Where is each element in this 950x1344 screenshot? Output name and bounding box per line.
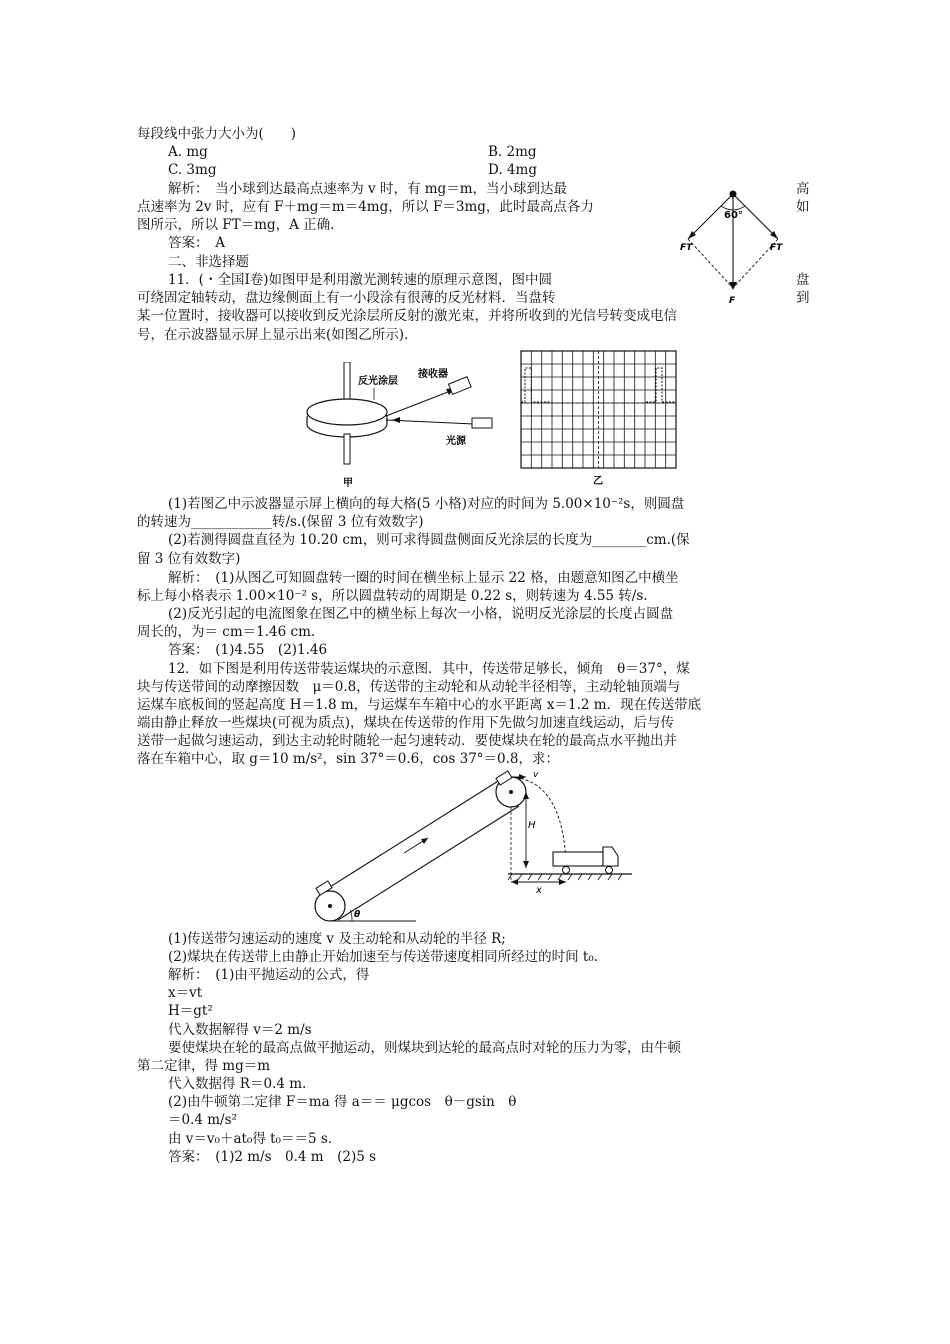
q12-solution-line: ＝0.4 m/s² — [168, 1112, 237, 1128]
q12-stem-line: 运煤车底板间的竖起高度 H＝1.8 m，与运煤车车箱中心的水平距离 x＝1.2 m．现在传送带底 — [137, 697, 702, 713]
q12-solution-line: 由 v＝v₀＋at₀得 t₀＝＝5 s. — [168, 1131, 333, 1147]
f-label: F — [729, 296, 736, 306]
receiver-label: 接收器 — [418, 369, 448, 380]
conveyor-figure — [300, 770, 632, 924]
q11-answer: 答案： (1)4.55 (2)1.46 — [168, 642, 328, 658]
q10-option-b: B. 2mg — [488, 144, 537, 160]
q11-solution-line: (2)反光引起的电流图象在图乙中的横坐标上每次一小格，说明反光涂层的长度占圆盘 — [168, 606, 674, 622]
coal-truck — [553, 847, 618, 874]
source-label: 光源 — [446, 436, 466, 447]
q12-stem-line: 落在车箱中心，取 g＝10 m/s²，sin 37°＝0.6，cos 37°＝0.8，求： — [137, 751, 560, 767]
q12-solution-line: x＝vt — [168, 985, 203, 1001]
q10-solution-line: 解析： 当小球到达最高点速率为 v 时，有 mg＝m，当小球到达最 — [168, 181, 567, 197]
gravity-arrowhead — [729, 282, 737, 290]
q11-solution-line: 周长的，为＝ cm＝1.46 cm. — [137, 624, 316, 640]
distance-arrow-right — [559, 879, 566, 885]
distance-arrow-left — [511, 879, 518, 885]
figure-yi-label: 乙 — [593, 476, 603, 487]
force-diagram — [676, 186, 792, 308]
oscilloscope-figure — [516, 350, 682, 488]
velocity-label: v — [533, 770, 539, 780]
q10-stem: 每段线中张力大小为( ) — [137, 126, 297, 142]
q12-solution-line: 代入数据解得 v＝2 m/s — [168, 1022, 312, 1038]
belt-bottom — [338, 806, 519, 920]
receiver-box — [448, 377, 471, 395]
dashed-left — [688, 239, 733, 288]
q12-part1: (1)传送带匀速运动的速度 v 及主动轮和从动轮的半径 R; — [168, 931, 506, 947]
q10-option-c: C. 3mg — [168, 162, 217, 178]
q11-solution-line: 解析： (1)从图乙可知圆盘转一圈的时间在横坐标上显示 22 格，由题意知图乙中横坐 — [168, 570, 679, 586]
q11-part1-line: 的转速为____________转/s.(保留 3 位有效数字) — [137, 514, 424, 530]
q12-solution-line: 代入数据得 R＝0.4 m. — [168, 1076, 307, 1092]
driven-wheel-axle — [328, 904, 332, 908]
distance-label: x — [536, 885, 542, 896]
q11-part1-line: (1)若图乙中示波器显示屏上横向的每大格(5 小格)对应的时间为 5.00×10⁻²s，则圆盘 — [168, 496, 685, 512]
ft-right-label: FT — [770, 243, 783, 253]
q11-solution-line: 标上每小格表示 1.00×10⁻² s，所以圆盘转动的周期是 0.22 s，则转速为 4.55 转/s. — [137, 588, 648, 604]
q11-stem-line: 可绕固定轴转动，盘边缘侧面上有一小段涂有很薄的反光材料．当盘转 — [137, 290, 556, 306]
belt-top — [322, 778, 503, 892]
q10-solution-line: 高 — [796, 181, 810, 197]
q12-answer: 答案： (1)2 m/s 0.4 m (2)5 s — [168, 1149, 377, 1165]
ft-left-label: FT — [680, 243, 693, 253]
q12-solution-line: 要使煤块在轮的最高点做平抛运动，则煤块到达轮的最高点时对轮的压力为零，由牛顿 — [168, 1040, 681, 1056]
q12-stem-line: 块与传送带间的动摩擦因数 μ＝0.8，传送带的主动轮和从动轮半径相等，主动轮轴顶端与 — [137, 679, 681, 695]
q12-solution-line: 解析： (1)由平抛运动的公式，得 — [168, 967, 370, 983]
coating-label: 反光涂层 — [358, 376, 398, 387]
q11-stem-line: 某一位置时，接收器可以接收到反光涂层所反射的激光束，并将所收到的光信号转变成电信 — [137, 308, 677, 324]
ground-hatching — [508, 874, 622, 880]
q12-stem-line: 送带一起做匀速运动，到达主动轮时随轮一起匀速转动．要使煤块在轮的最高点水平抛出并 — [137, 733, 677, 749]
q11-stem-line: 到 — [796, 290, 810, 306]
q10-solution-line: 点速率为 2v 时，应有 F＋mg＝m＝4mg，所以 F＝3mg，此时最高点各力 — [137, 199, 594, 215]
q12-stem-line: 12．如下图是利用传送带装运煤块的示意图．其中，传送带足够长，倾角 θ＝37°，煤 — [168, 661, 690, 677]
q12-solution-line: 第二定律，得 mg＝m — [137, 1058, 271, 1074]
q12-part2: (2)煤块在传送带上由静止开始加速至与传送带速度相同所经过的时间 t₀. — [168, 949, 599, 965]
q10-answer: 答案： A — [168, 235, 225, 251]
disk-top — [307, 399, 387, 425]
q11-stem-line: 盘 — [796, 272, 810, 288]
incident-beam-head — [392, 417, 400, 423]
axle-lower — [344, 434, 350, 464]
q10-option-d: D. 4mg — [488, 162, 537, 178]
theta-label: θ — [354, 910, 361, 920]
q10-solution-line: 图所示，所以 FT＝mg，A 正确. — [137, 217, 335, 233]
q12-solution-line: (2)由牛顿第二定律 F＝ma 得 a＝＝ μgcos θ－gsin θ — [168, 1094, 517, 1110]
q11-stem-line: 号，在示波器显示屏上显示出来(如图乙所示). — [137, 327, 409, 343]
light-source-box — [472, 418, 492, 428]
q10-solution-line: 如 — [796, 199, 810, 215]
belt-direction-arrowhead — [421, 838, 428, 844]
q10-option-a: A. mg — [168, 144, 208, 160]
q12-stem-line: 端由静止释放一些煤块(可视为质点)，煤块在传送带的作用下先做匀加速直线运动，后与传 — [137, 715, 675, 731]
height-arrow-bottom — [523, 861, 529, 868]
angle-label: 60° — [724, 210, 743, 221]
figure-jia-label: 甲 — [343, 478, 353, 489]
q11-part2-line: 留 3 位有效数字) — [137, 551, 241, 567]
q11-stem-line: 11．(・全国Ⅰ卷)如图甲是利用激光测转速的原理示意图，图中圆 — [168, 272, 553, 288]
q12-solution-line: H＝gt² — [168, 1003, 213, 1019]
laser-disk-figure — [300, 362, 500, 490]
height-label: H — [528, 820, 536, 831]
reflected-beam — [386, 392, 448, 416]
section-title: 二、非选择题 — [168, 254, 249, 270]
q11-part2-line: (2)若测得圆盘直径为 10.20 cm，则可求得圆盘侧面反光涂层的长度为________cm.(保 — [168, 532, 690, 548]
drive-wheel-axle — [509, 790, 513, 794]
